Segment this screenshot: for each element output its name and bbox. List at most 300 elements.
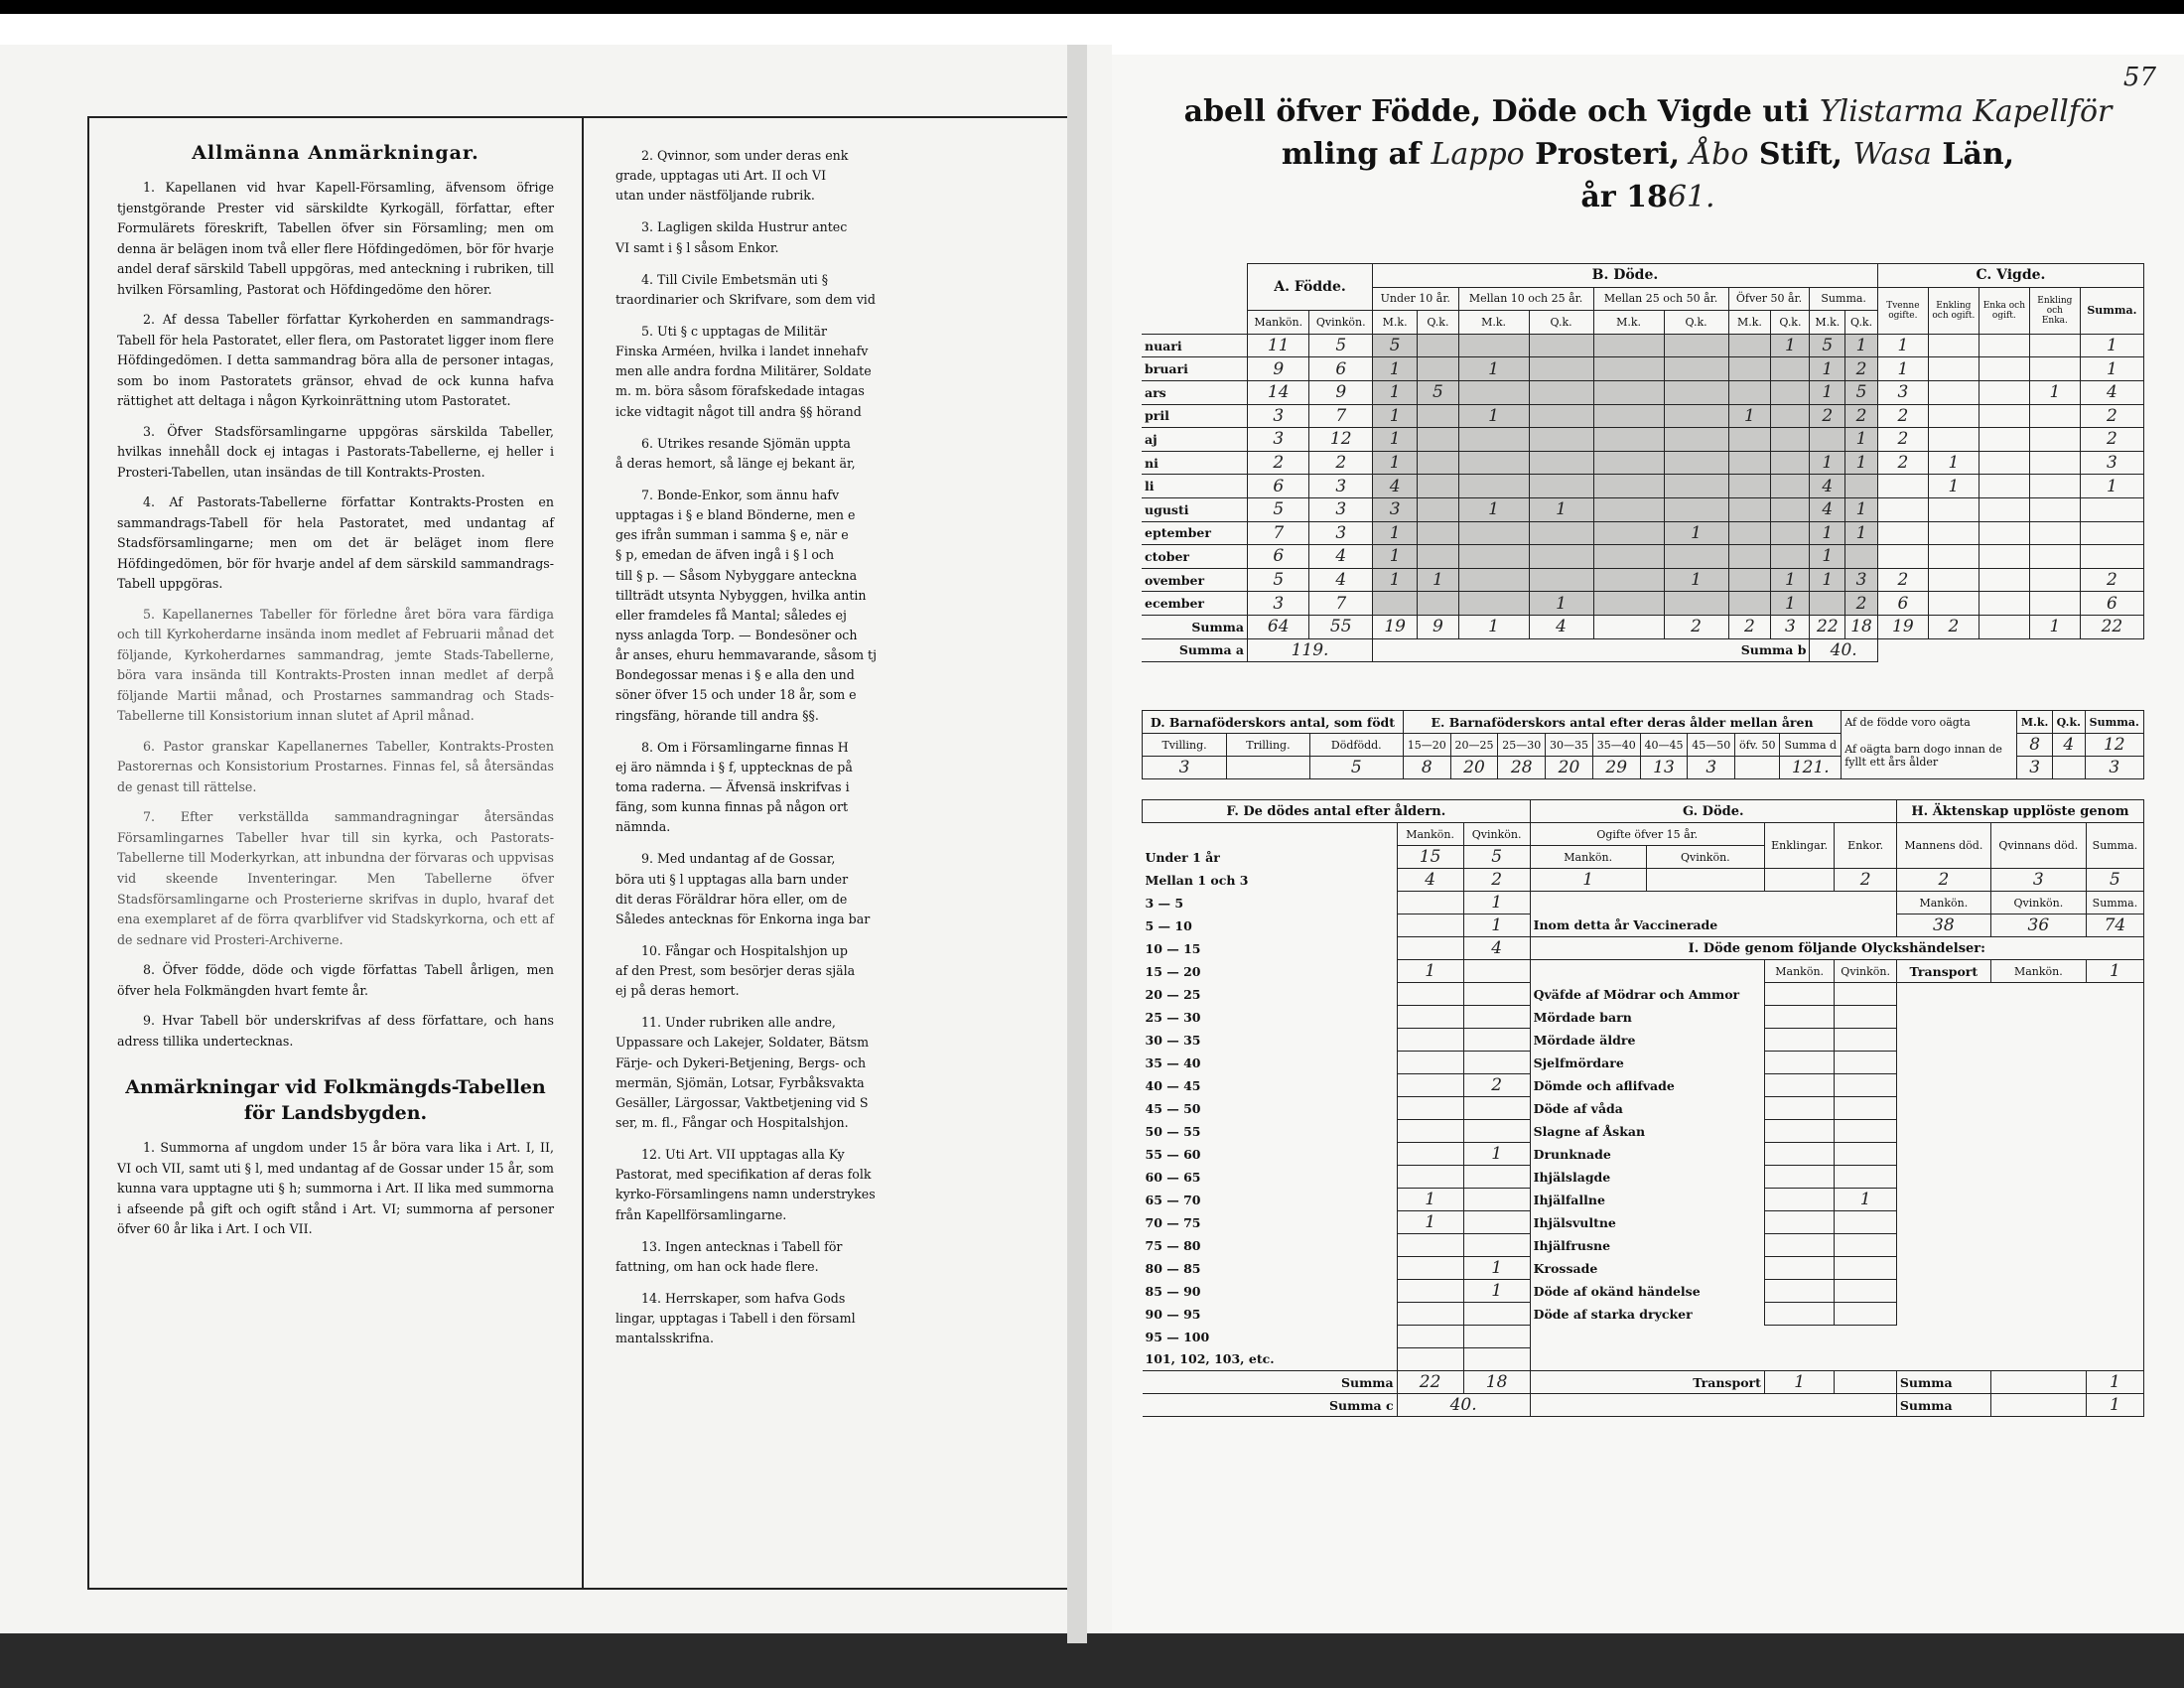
b-mk: M.k. — [1810, 311, 1845, 335]
oagta-value-2: 3 — [2017, 757, 2053, 779]
oagta-label-1: Af de födde voro oägta — [1842, 711, 2017, 734]
deaths-cell — [1771, 451, 1810, 475]
deaths-cell — [1529, 404, 1593, 428]
marriages-cell — [2029, 428, 2080, 452]
deaths-cell: 1 — [1418, 568, 1458, 592]
b-qk: Q.k. — [1771, 311, 1810, 335]
e-value: 28 — [1498, 757, 1546, 779]
marriages-cell — [1979, 334, 2029, 357]
f-age-label: 45 — 50 — [1143, 1097, 1398, 1120]
marriages-cell: 1 — [1877, 357, 1928, 381]
i-qvinkon-value — [1835, 983, 1896, 1006]
marriages-cell — [1979, 475, 2029, 498]
deaths-cell — [1771, 404, 1810, 428]
f-mankon-value — [1397, 892, 1463, 914]
i-mankon-value — [1764, 1303, 1835, 1326]
b-subheader: Under 10 år. — [1373, 287, 1459, 311]
deaths-cell — [1728, 497, 1771, 521]
month-label: ovember — [1142, 568, 1248, 592]
f-age-label: 20 — 25 — [1143, 983, 1398, 1006]
i-row-label: Krossade — [1530, 1257, 1764, 1280]
summa-deaths: 9 — [1418, 615, 1458, 638]
summa-a-label: Summa a — [1142, 638, 1248, 662]
deaths-cell: 1 — [1373, 521, 1418, 545]
i-mk-header: Mankön. — [1764, 960, 1835, 983]
i-row-label: Döde af okänd händelse — [1530, 1280, 1764, 1303]
f-row — [1143, 1348, 2144, 1371]
de-subheader-row — [1143, 734, 2144, 757]
marriages-cell — [2080, 545, 2143, 569]
transport-label-top: Transport — [1896, 960, 1990, 983]
f-qvinkon-value — [1463, 1097, 1530, 1120]
f-qvinkon-value: 4 — [1463, 937, 1530, 960]
marriages-cell: 3 — [1877, 380, 1928, 404]
f-qvinkon-value — [1463, 960, 1530, 983]
deaths-cell — [1845, 475, 1878, 498]
e-subheader: Summa d — [1780, 734, 1842, 757]
h-subheader: Qvinnans död. — [1990, 823, 2086, 869]
i-row-label: Dömde och aflifvade — [1530, 1074, 1764, 1097]
month-label: bruari — [1142, 357, 1248, 381]
f-age-label: 70 — 75 — [1143, 1211, 1398, 1234]
i-blank-cell — [1896, 1052, 2143, 1074]
col2-line: grade, upptagas uti Art. II och VI — [615, 168, 827, 184]
d-value: 3 — [1143, 757, 1227, 779]
col2-paragraphs — [615, 146, 1082, 1348]
deaths-cell — [1728, 334, 1771, 357]
deaths-cell — [1593, 428, 1664, 452]
marriages-cell: 1 — [2080, 475, 2143, 498]
deaths-cell: 1 — [1458, 357, 1529, 381]
d-subheader: Tvilling. — [1143, 734, 1227, 757]
f-summa-c-value: 40. — [1397, 1394, 1530, 1417]
e-subheader: öfv. 50 — [1735, 734, 1780, 757]
f-mankon-value — [1397, 1234, 1463, 1257]
col2-line: 11. Under rubriken alle andre, — [641, 1015, 836, 1031]
deaths-cell — [1593, 357, 1664, 381]
f-summa-label: Summa — [1143, 1371, 1398, 1394]
f-mankon-value — [1397, 1348, 1463, 1371]
f-summa-row — [1143, 1371, 2144, 1394]
g-qvinkon-header: Qvinkön. — [1646, 846, 1764, 869]
deaths-cell — [1845, 545, 1878, 569]
births-cell: 5 — [1248, 497, 1309, 521]
marriages-cell: 2 — [1877, 404, 1928, 428]
f-age-label: 65 — 70 — [1143, 1189, 1398, 1211]
deaths-cell — [1593, 334, 1664, 357]
i-qvinkon-value — [1835, 1006, 1896, 1029]
summa-ab-row — [1142, 638, 2144, 662]
marriages-cell — [1979, 404, 2029, 428]
f-qvinkon-value: 5 — [1463, 846, 1530, 869]
f-qvinkon-value — [1463, 1052, 1530, 1074]
col2-line: från Kapellförsamlingarne. — [615, 1206, 787, 1222]
deaths-cell: 1 — [1664, 568, 1728, 592]
f-age-label: 85 — 90 — [1143, 1280, 1398, 1303]
marriages-cell: 2 — [1877, 428, 1928, 452]
marriages-cell — [1979, 380, 2029, 404]
f-row — [1143, 1074, 2144, 1097]
i-row-label: Sjelfmördare — [1530, 1052, 1764, 1074]
col2-line: 6. Utrikes resande Sjömän uppta — [641, 435, 851, 451]
vacc-qk-header: Qvinkön. — [1990, 892, 2086, 914]
f-row — [1143, 1052, 2144, 1074]
i-blank-cell — [1530, 1394, 1896, 1417]
summa-marriages: 1 — [2029, 615, 2080, 638]
f-age-label: Under 1 år — [1143, 846, 1398, 869]
c-subheader: Enkling och ogift. — [1928, 287, 1979, 334]
month-row — [1142, 545, 2144, 569]
deaths-cell: 2 — [1810, 404, 1845, 428]
f-qvinkon-value — [1463, 1211, 1530, 1234]
deaths-cell: 3 — [1373, 497, 1418, 521]
f-row — [1143, 983, 2144, 1006]
i-blank-cell — [1990, 1394, 2086, 1417]
e-value: 8 — [1403, 757, 1450, 779]
b-mk: M.k. — [1458, 311, 1529, 335]
i-qvinkon-value — [1835, 1234, 1896, 1257]
i-row-label: Qväfde af Mödrar och Ammor — [1530, 983, 1764, 1006]
f-qvinkon-value: 1 — [1463, 892, 1530, 914]
marriages-cell — [2080, 497, 2143, 521]
h-subheader: Summa. — [2086, 823, 2143, 869]
g-value: 1 — [1530, 869, 1646, 892]
de-header-row — [1143, 711, 2144, 734]
i-row-label: Ihjälslagde — [1530, 1166, 1764, 1189]
births-cell: 9 — [1248, 357, 1309, 381]
deaths-cell — [1664, 475, 1728, 498]
births-cell: 14 — [1248, 380, 1309, 404]
f-age-label: 30 — 35 — [1143, 1029, 1398, 1052]
marriages-cell — [1928, 497, 1979, 521]
f-summa-c-label: Summa c — [1143, 1394, 1398, 1417]
deaths-cell: 2 — [1845, 357, 1878, 381]
deaths-cell — [1728, 592, 1771, 616]
f-age-label: 25 — 30 — [1143, 1006, 1398, 1029]
col2-line: toma raderna. — Äfvensä inskrifvas i — [615, 778, 850, 794]
d-subheader: Dödfödd. — [1309, 734, 1403, 757]
month-row — [1142, 568, 2144, 592]
month-row — [1142, 334, 2144, 357]
col2-line: 2. Qvinnor, som under deras enk — [641, 148, 849, 163]
summa-marriages: 2 — [1928, 615, 1979, 638]
i-qvinkon-value — [1835, 1052, 1896, 1074]
i-qvinkon-value — [1835, 1074, 1896, 1097]
i-blank-cell — [1896, 1257, 2143, 1280]
deaths-cell — [1728, 545, 1771, 569]
marriages-cell — [1928, 592, 1979, 616]
deaths-cell — [1728, 475, 1771, 498]
f-age-label: 3 — 5 — [1143, 892, 1398, 914]
births-cell: 11 — [1248, 334, 1309, 357]
i-qvinkon-value: 1 — [1835, 1189, 1896, 1211]
deaths-cell: 1 — [1845, 334, 1878, 357]
section-h-header: H. Äktenskap upplöste genom — [1896, 800, 2143, 823]
summa-births: 55 — [1309, 615, 1373, 638]
e-subheader: 45—50 — [1688, 734, 1735, 757]
deaths-cell — [1771, 497, 1810, 521]
i-qvinkon-value — [1835, 1211, 1896, 1234]
births-cell: 7 — [1248, 521, 1309, 545]
col2-line: men alle andra fordna Militärer, Soldate — [615, 363, 872, 379]
marriages-cell: 2 — [2080, 568, 2143, 592]
f-row — [1143, 1326, 2144, 1348]
f-mankon-value — [1397, 1097, 1463, 1120]
deaths-cell — [1418, 592, 1458, 616]
f-summa-value: 22 — [1397, 1371, 1463, 1394]
marriages-cell: 1 — [2080, 334, 2143, 357]
title-year-prefix: år 18 — [1580, 180, 1668, 214]
f-mankon-value: 1 — [1397, 1211, 1463, 1234]
summa-deaths: 4 — [1529, 615, 1593, 638]
f-row — [1143, 892, 2144, 914]
deaths-cell — [1458, 592, 1529, 616]
month-row — [1142, 428, 2144, 452]
deaths-cell — [1418, 428, 1458, 452]
marriages-cell — [1979, 428, 2029, 452]
deaths-cell: 1 — [1458, 404, 1529, 428]
deaths-cell: 5 — [1845, 380, 1878, 404]
deaths-cell — [1664, 334, 1728, 357]
col2-line: dit deras Föräldrar höra eller, om de — [615, 891, 848, 907]
vacc-value: 74 — [2086, 914, 2143, 937]
col2-line: ges ifrån summan i samma § e, när e — [615, 527, 849, 543]
i-row-label: Slagne af Åskan — [1530, 1120, 1764, 1143]
marriages-cell: 1 — [2029, 380, 2080, 404]
deaths-cell — [1418, 334, 1458, 357]
i-mankon-value — [1764, 1029, 1835, 1052]
oagta-value-1: 12 — [2085, 734, 2143, 757]
marriages-cell — [1877, 545, 1928, 569]
col1-paragraph: 3. Öfver Stadsförsamlingarne uppgöras särskilda Tabeller, hvilkas innehåll dock ej intagas i Pastorats-Tabellerne, ej heller i Prosteri-Tabellen, utan insändas de till Kontrakts-Prosten. — [117, 423, 554, 480]
births-cell: 3 — [1248, 592, 1309, 616]
section-i-header: I. Döde genom följande Olyckshändelser: — [1530, 937, 2143, 960]
deaths-cell: 1 — [1529, 497, 1593, 521]
f-row — [1143, 1280, 2144, 1303]
f-mankon-value: 1 — [1397, 960, 1463, 983]
f-row — [1143, 1120, 2144, 1143]
deaths-cell — [1593, 475, 1664, 498]
month-row — [1142, 380, 2144, 404]
summa-b-label: Summa b — [1373, 638, 1810, 662]
summa-deaths: 19 — [1373, 615, 1418, 638]
marriages-cell: 2 — [1877, 568, 1928, 592]
header-row-1 — [1142, 264, 2144, 288]
deaths-cell — [1771, 545, 1810, 569]
section-a-header: A. Födde. — [1248, 264, 1373, 311]
deaths-cell: 1 — [1529, 592, 1593, 616]
deaths-cell: 1 — [1845, 521, 1878, 545]
deaths-cell — [1458, 428, 1529, 452]
f-age-label: 90 — 95 — [1143, 1303, 1398, 1326]
oagta-label-2: Af oägta barn dogo innan de fyllt ett års ålder — [1842, 734, 2017, 779]
deaths-cell — [1593, 497, 1664, 521]
deaths-cell: 1 — [1845, 497, 1878, 521]
f-qvinkon-value: 1 — [1463, 1280, 1530, 1303]
f-row — [1143, 1234, 2144, 1257]
deaths-cell: 5 — [1418, 380, 1458, 404]
deaths-cell: 1 — [1373, 568, 1418, 592]
f-qvinkon-value — [1463, 1326, 1530, 1348]
blank-cell — [1877, 638, 2143, 662]
section-g-header: G. Döde. — [1530, 800, 1896, 823]
deaths-cell — [1728, 380, 1771, 404]
i-summa-value-2: 1 — [2086, 1394, 2143, 1417]
deaths-cell — [1810, 428, 1845, 452]
summa-deaths — [1593, 615, 1664, 638]
f-qvinkon-value — [1463, 1303, 1530, 1326]
i-mankon-value — [1764, 1120, 1835, 1143]
deaths-cell — [1664, 380, 1728, 404]
i-mankon-value — [1764, 1257, 1835, 1280]
i-qvinkon-value — [1835, 1143, 1896, 1166]
deaths-cell — [1593, 451, 1664, 475]
vacc-value: 36 — [1990, 914, 2086, 937]
section-f-g-h-i-table — [1142, 799, 2144, 1417]
deaths-cell — [1728, 521, 1771, 545]
marriages-cell: 2 — [2080, 404, 2143, 428]
i-blank-cell — [1896, 1006, 2143, 1029]
section-f-header: F. De dödes antal efter åldern. — [1143, 800, 1531, 823]
deaths-cell — [1418, 497, 1458, 521]
f-row — [1143, 869, 2144, 892]
i-blank-cell — [1896, 1303, 2143, 1326]
title-line2b: Prosteri, — [1535, 137, 1681, 172]
col2-line: m. m. böra såsom förafskedade intagas — [615, 383, 865, 399]
deaths-cell: 1 — [1373, 545, 1418, 569]
g-enkor-header: Enkor. — [1835, 823, 1896, 869]
deaths-cell: 1 — [1810, 451, 1845, 475]
deaths-cell: 1 — [1771, 334, 1810, 357]
f-mankon-value — [1397, 914, 1463, 937]
f-qvinkon-value — [1463, 983, 1530, 1006]
deaths-cell: 1 — [1373, 428, 1418, 452]
f-qvinkon-value: 2 — [1463, 869, 1530, 892]
month-row — [1142, 451, 2144, 475]
col2-line: VI samt i § l såsom Enkor. — [615, 239, 779, 255]
col2-line: 7. Bonde-Enkor, som ännu hafv — [641, 487, 840, 502]
deaths-cell — [1664, 404, 1728, 428]
deaths-cell: 5 — [1373, 334, 1418, 357]
col2-line: år anses, ehuru hemmavarande, såsom tj — [615, 647, 878, 663]
deaths-cell — [1593, 545, 1664, 569]
f-qvinkon-value — [1463, 1166, 1530, 1189]
f-mankon-value — [1397, 1303, 1463, 1326]
f-row — [1143, 1257, 2144, 1280]
i-mankon-value — [1764, 1211, 1835, 1234]
f-summa-value: 18 — [1463, 1371, 1530, 1394]
deaths-cell: 5 — [1810, 334, 1845, 357]
deaths-cell — [1458, 568, 1529, 592]
transport-top-value: 1 — [2086, 960, 2143, 983]
i-blank-cell — [1530, 1348, 2143, 1371]
i-mankon-value — [1764, 1234, 1835, 1257]
col2-line: nämnda. — [615, 819, 671, 835]
deaths-cell — [1664, 428, 1728, 452]
f-qvinkon-value — [1463, 1120, 1530, 1143]
f-age-label: 55 — 60 — [1143, 1143, 1398, 1166]
b-subheader: Mellan 10 och 25 år. — [1458, 287, 1593, 311]
i-summa-label-1: Summa — [1896, 1371, 1990, 1394]
i-qvinkon-value — [1835, 1120, 1896, 1143]
marriages-cell — [1877, 497, 1928, 521]
left-text-frame — [87, 116, 1084, 1590]
i-blank-cell — [1896, 1143, 2143, 1166]
col2-line: å deras hemort, så länge ej bekant är, — [615, 455, 856, 471]
summa-marriages: 22 — [2080, 615, 2143, 638]
deaths-cell — [1593, 592, 1664, 616]
h-value: 3 — [1990, 869, 2086, 892]
marriages-cell: 4 — [2080, 380, 2143, 404]
marriages-cell: 1 — [2080, 357, 2143, 381]
f-mankon-value — [1397, 1166, 1463, 1189]
month-label: aj — [1142, 428, 1248, 452]
title-year-hand: 61. — [1667, 180, 1715, 214]
summa-deaths: 3 — [1771, 615, 1810, 638]
title-stift-name: Åbo — [1690, 137, 1749, 172]
col2-line: ser, m. fl., Fångar och Hospitalshjon. — [615, 1115, 849, 1131]
deaths-cell — [1458, 334, 1529, 357]
marriages-cell — [1979, 451, 2029, 475]
marriages-cell — [1877, 475, 1928, 498]
b-subheader: Öfver 50 år. — [1728, 287, 1810, 311]
h-subheader: Mannens död. — [1896, 823, 1990, 869]
deaths-cell — [1418, 451, 1458, 475]
deaths-cell: 1 — [1771, 568, 1810, 592]
deaths-cell — [1418, 521, 1458, 545]
deaths-cell: 1 — [1810, 568, 1845, 592]
d-value — [1227, 757, 1310, 779]
marriages-cell — [1928, 545, 1979, 569]
month-label: ars — [1142, 380, 1248, 404]
e-subheader: 15—20 — [1403, 734, 1450, 757]
col2-line: tillträdt utsynta Nybyggen, hvilka antin — [615, 587, 867, 603]
marriages-cell — [1928, 334, 1979, 357]
f-qvinkon-value — [1463, 1006, 1530, 1029]
g-ogifte-header: Ogifte öfver 15 år. — [1530, 823, 1764, 846]
table-title — [1122, 94, 2174, 214]
col1-paragraph: 9. Hvar Tabell bör underskrifvas af dess författare, och hans adress tillika undertecknas. — [117, 1013, 554, 1049]
deaths-cell — [1529, 451, 1593, 475]
f-row — [1143, 1166, 2144, 1189]
f-age-label: 40 — 45 — [1143, 1074, 1398, 1097]
col2-line: icke vidtagit något till andra §§ hörand — [615, 403, 862, 419]
marriages-cell — [2029, 568, 2080, 592]
f-mankon-value: 15 — [1397, 846, 1463, 869]
births-cell: 2 — [1248, 451, 1309, 475]
section-b-header: B. Döde. — [1373, 264, 1878, 288]
col2-line: mantalsskrifna. — [615, 1331, 715, 1346]
f-age-label: 10 — 15 — [1143, 937, 1398, 960]
vacc-label: Inom detta år Vaccinerade — [1530, 914, 1896, 937]
col1-paragraphs — [117, 178, 554, 1052]
title-line2a: mling af — [1281, 137, 1421, 172]
f-age-label: 75 — 80 — [1143, 1234, 1398, 1257]
col2-line: upptagas i § e bland Bönderne, men e — [615, 507, 856, 523]
col2-line: Gesäller, Lärgossar, Vaktbetjening vid S — [615, 1094, 869, 1110]
deaths-cell — [1728, 428, 1771, 452]
i-qvinkon-value — [1835, 1257, 1896, 1280]
deaths-cell — [1728, 357, 1771, 381]
section-e-header: E. Barnaföderskors antal efter deras ålder mellan åren — [1403, 711, 1841, 734]
marriages-cell — [2029, 545, 2080, 569]
col2-line: till § p. — Såsom Nybyggare anteckna — [615, 567, 858, 583]
deaths-cell — [1593, 404, 1664, 428]
deaths-cell: 1 — [1373, 380, 1418, 404]
left-page — [0, 45, 1112, 1633]
f-age-label: 101, 102, 103, etc. — [1143, 1348, 1398, 1371]
births-cell: 5 — [1248, 568, 1309, 592]
